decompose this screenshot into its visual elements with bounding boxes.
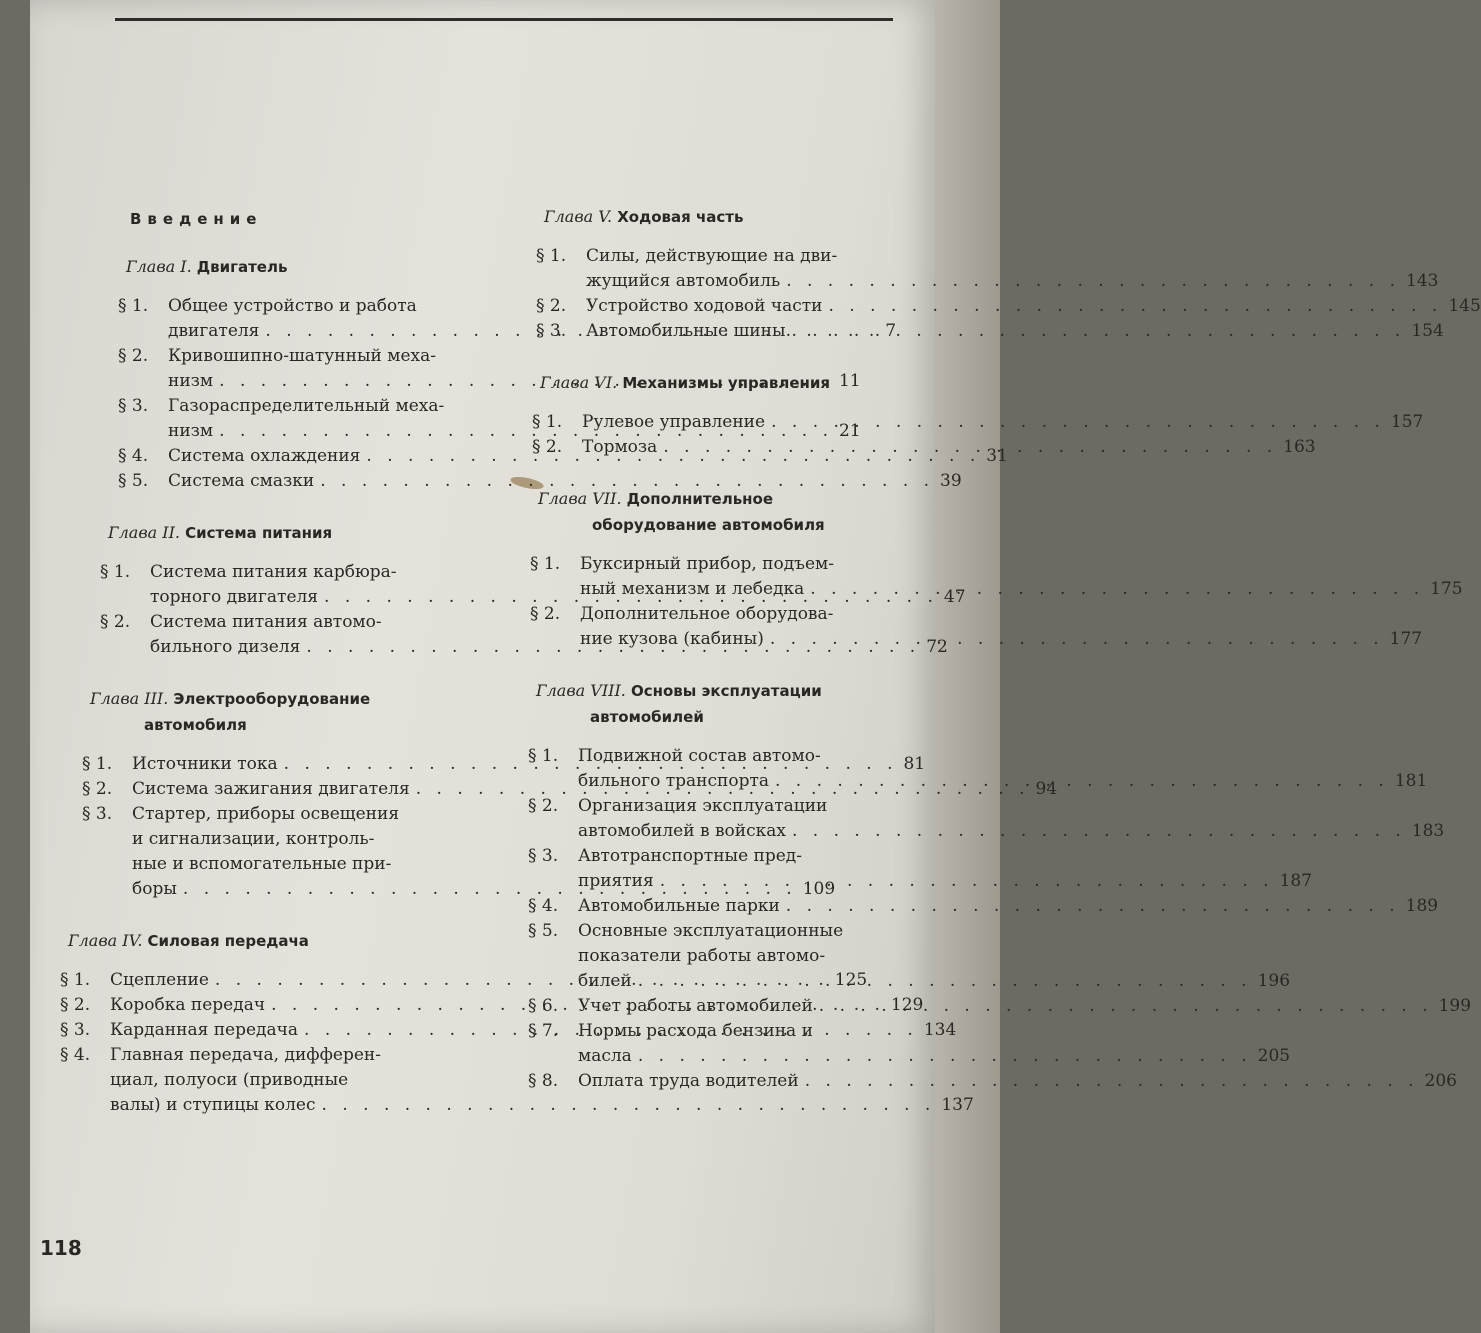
toc-entry [532, 410, 1424, 435]
entry-line: жущийся автомобиль [586, 271, 781, 291]
entry-line: Система зажигания двигателя [132, 779, 410, 799]
top-rule [115, 18, 893, 21]
entry-line: Система питания автомо- [150, 612, 382, 632]
chapter-title: Электрооборудование [173, 690, 371, 708]
chapter-title: оборудование автомобиля [592, 516, 825, 534]
entry-line: автомобилей в войсках [578, 821, 786, 841]
leader-dots [813, 994, 1439, 1019]
entry-line: валы) и ступицы колес [110, 1095, 316, 1115]
section-number: § 1. [536, 246, 567, 266]
section-number: § 7. [528, 1021, 559, 1041]
chapter-heading [540, 370, 930, 396]
section-number: § 3. [536, 321, 567, 341]
toc-entry [536, 319, 1444, 344]
entry-text [586, 319, 1444, 344]
section-number: § 1. [528, 746, 559, 766]
entry-line: Рулевое управление [582, 412, 766, 432]
entry-line: показатели работы автомо- [578, 946, 826, 966]
entry-text [580, 602, 1422, 652]
entry-line: боры [132, 879, 177, 899]
toc-entry [118, 469, 962, 494]
section-number: § 5. [528, 921, 559, 941]
entry-page-number: 125 [834, 970, 868, 990]
entry-page-number: 134 [923, 1020, 957, 1040]
entry-line: Система питания карбюра- [150, 562, 397, 582]
entry-page-number: 143 [1406, 271, 1439, 291]
toc-entry [528, 1069, 1457, 1094]
entry-line: Коробка передач [110, 995, 266, 1015]
leader-dots [769, 769, 1395, 794]
section-number: § 1. [60, 970, 91, 990]
entry-last-line [580, 627, 1422, 652]
entry-line: Силы, действующие на дви- [586, 246, 838, 266]
entry-last-line [578, 869, 1312, 894]
chapter-title: Двигатель [196, 258, 288, 276]
entry-last-line [578, 894, 1438, 919]
entry-page-number: 187 [1279, 871, 1313, 891]
entry-line: Сцепление [110, 970, 209, 990]
entry-page-number: 196 [1257, 971, 1291, 991]
entry-line: Дополнительное оборудова- [580, 604, 834, 624]
entry-page-number: 157 [1390, 412, 1424, 432]
entry-page-number: 181 [1394, 771, 1428, 791]
toc-entry [536, 244, 1439, 294]
entry-line: Газораспределительный меха- [168, 396, 445, 416]
section-number: § 2. [118, 346, 149, 366]
chapter-number: Глава IV. [68, 931, 143, 950]
entry-page-number: 129 [890, 995, 924, 1015]
entry-line: масла [578, 1046, 632, 1066]
leader-dots [780, 894, 1406, 919]
entry-page-number: 11 [838, 371, 861, 391]
entry-page-number: 7 [885, 321, 897, 341]
entry-text [578, 1069, 1457, 1094]
entry-text [578, 919, 1290, 994]
entry-page-number: 94 [1035, 779, 1058, 799]
chapter-title: Дополнительное [626, 490, 774, 508]
leader-dots [657, 435, 1283, 460]
entry-text [582, 410, 1423, 435]
entry-line: Автомобильные шины [586, 321, 786, 341]
entry-page-number: 206 [1424, 1071, 1457, 1091]
leader-dots [764, 627, 1390, 652]
adjacent-page-edge [935, 0, 1000, 1333]
chapter-heading [126, 254, 500, 280]
entry-last-line [586, 294, 1481, 319]
entry-line: Тормоза [582, 437, 658, 457]
chapter-number: Глава VII. [538, 489, 622, 508]
entry-page-number: 137 [941, 1095, 974, 1115]
section-number: § 2. [528, 796, 559, 816]
leader-dots [804, 577, 1430, 602]
entry-page-number: 163 [1283, 437, 1316, 457]
entry-last-line [578, 969, 1290, 994]
entry-line: торного двигателя [150, 587, 319, 607]
section-number: § 2. [532, 437, 563, 457]
entry-line: ный механизм и лебедка [580, 579, 805, 599]
entry-text [578, 794, 1444, 844]
entry-line: Главная передача, дифферен- [110, 1045, 381, 1065]
entry-page-number: 72 [926, 637, 948, 657]
entry-line: ные и вспомогательные при- [132, 854, 392, 874]
leader-dots [780, 269, 1406, 294]
entry-page-number: 154 [1411, 321, 1444, 341]
chapter-title: Основы эксплуатации [630, 682, 822, 700]
entry-line: двигателя [168, 321, 260, 341]
entry-last-line [586, 269, 1438, 294]
entry-page-number: 199 [1438, 996, 1472, 1016]
chapter-title: автомобиля [144, 716, 247, 734]
entry-page-number: 177 [1389, 629, 1423, 649]
entry-text [578, 744, 1427, 794]
chapter-heading [536, 678, 930, 730]
chapter-title: автомобилей [590, 708, 704, 726]
chapter-heading [68, 928, 500, 954]
entry-page-number: 81 [903, 754, 926, 774]
toc-entry [528, 844, 1313, 894]
entry-line: бильного дизеля [150, 637, 301, 657]
entry-line: Система охлаждения [168, 446, 361, 466]
section-number: § 3. [528, 846, 559, 866]
entry-last-line [582, 410, 1423, 435]
entry-last-line [580, 577, 1463, 602]
entry-page-number: 189 [1405, 896, 1439, 916]
chapter-title: Система питания [185, 524, 333, 542]
entry-line: билей [578, 971, 632, 991]
entry-text [582, 435, 1316, 460]
entry-last-line [578, 819, 1444, 844]
chapter-heading [544, 204, 930, 230]
entry-line: ние кузова (кабины) [580, 629, 764, 649]
chapter-number: Глава VI. [540, 373, 618, 392]
chapter-heading [538, 486, 930, 538]
leader-dots [632, 969, 1258, 994]
entry-page-number: 109 [802, 879, 836, 899]
entry-line: Автомобильные парки [578, 896, 780, 916]
entry-line: Система смазки [168, 471, 315, 491]
entry-last-line [582, 435, 1316, 460]
intro-heading: Введение [130, 210, 263, 228]
section-number: § 4. [60, 1045, 91, 1065]
section-number: § 1. [82, 754, 113, 774]
entry-page-number: 183 [1411, 821, 1445, 841]
entry-text [578, 844, 1312, 894]
entry-line: Основные эксплуатационные [578, 921, 844, 941]
entry-last-line [586, 319, 1444, 344]
entry-text [578, 894, 1438, 919]
section-number: § 3. [60, 1020, 91, 1040]
section-number: § 2. [536, 296, 567, 316]
entry-line: Учет работы автомобилей [578, 996, 813, 1016]
section-number: § 2. [100, 612, 131, 632]
toc-entry [528, 994, 1472, 1019]
entry-line: Автотранспортные пред- [578, 846, 803, 866]
section-number: § 3. [118, 396, 149, 416]
entry-last-line [578, 994, 1471, 1019]
section-number: § 2. [60, 995, 91, 1015]
section-number: § 4. [118, 446, 149, 466]
section-number: § 2. [82, 779, 113, 799]
chapter-number: Глава VIII. [536, 681, 626, 700]
entry-line: Кривошипно-шатунный меха- [168, 346, 436, 366]
entry-page-number: 205 [1257, 1046, 1291, 1066]
entry-line: Нормы расхода бензина и [578, 1021, 813, 1041]
chapter-number: Глава II. [108, 523, 180, 542]
entry-line: Устройство ходовой части [586, 296, 823, 316]
section-number: § 8. [528, 1071, 559, 1091]
entry-line: Подвижной состав автомо- [578, 746, 821, 766]
section-number: § 1. [118, 296, 149, 316]
entry-text [586, 244, 1438, 294]
chapter-title: Ходовая часть [617, 208, 744, 226]
leader-dots [823, 294, 1449, 319]
chapter-heading [90, 686, 500, 738]
leader-dots [785, 319, 1411, 344]
entry-page-number: 39 [940, 471, 962, 491]
entry-line: приятия [578, 871, 654, 891]
entry-last-line [578, 769, 1427, 794]
entry-line: Стартер, приборы освещения [132, 804, 400, 824]
leader-dots [654, 869, 1280, 894]
toc-entry [528, 794, 1445, 844]
entry-line: Общее устройство и работа [168, 296, 417, 316]
page-number: 118 [40, 1236, 82, 1260]
chapter-heading [108, 520, 500, 546]
section-number: § 3. [82, 804, 113, 824]
chapter-title: Механизмы управления [622, 374, 831, 392]
entry-line: бильного транспорта [578, 771, 769, 791]
section-number: § 4. [528, 896, 559, 916]
entry-line: Источники тока [132, 754, 278, 774]
entry-line: низм [168, 421, 214, 441]
section-number: § 1. [532, 412, 563, 432]
leader-dots [799, 1069, 1425, 1094]
chapter-number: Глава V. [544, 207, 613, 226]
entry-line: Буксирный прибор, подъем- [580, 554, 835, 574]
book-page [30, 0, 1481, 1333]
entry-line: Оплата труда водителей [578, 1071, 799, 1091]
entry-page-number: 47 [943, 587, 966, 607]
entry-last-line [578, 1044, 1290, 1069]
toc-entry [528, 894, 1439, 919]
entry-text [580, 552, 1463, 602]
entry-page-number: 145 [1448, 296, 1481, 316]
entry-text [578, 994, 1471, 1019]
chapter-number: Глава III. [90, 689, 169, 708]
leader-dots [765, 410, 1391, 435]
chapter-number: Глава I. [126, 257, 192, 276]
section-number: § 1. [100, 562, 131, 582]
chapter-entries [536, 244, 1481, 344]
section-number: § 1. [530, 554, 561, 574]
section-number: § 6. [528, 996, 559, 1016]
toc-entry [536, 294, 1481, 319]
toc-entry [528, 919, 1291, 994]
entry-line: и сигнализации, контроль- [132, 829, 375, 849]
entry-line: Организация эксплуатации [578, 796, 828, 816]
entry-text [578, 1019, 1290, 1069]
entry-page-number: 175 [1430, 579, 1463, 599]
chapter-title: Силовая передача [147, 932, 309, 950]
entry-line: циал, полуоси (приводные [110, 1070, 349, 1090]
entry-text [586, 294, 1481, 319]
section-number: § 2. [530, 604, 561, 624]
entry-page-number: 21 [838, 421, 861, 441]
entry-line: низм [168, 371, 214, 391]
entry-last-line [578, 1069, 1457, 1094]
entry-page-number: 31 [986, 446, 1008, 466]
entry-line: Карданная передача [110, 1020, 299, 1040]
section-number: § 5. [118, 471, 149, 491]
leader-dots [786, 819, 1412, 844]
leader-dots [632, 1044, 1258, 1069]
